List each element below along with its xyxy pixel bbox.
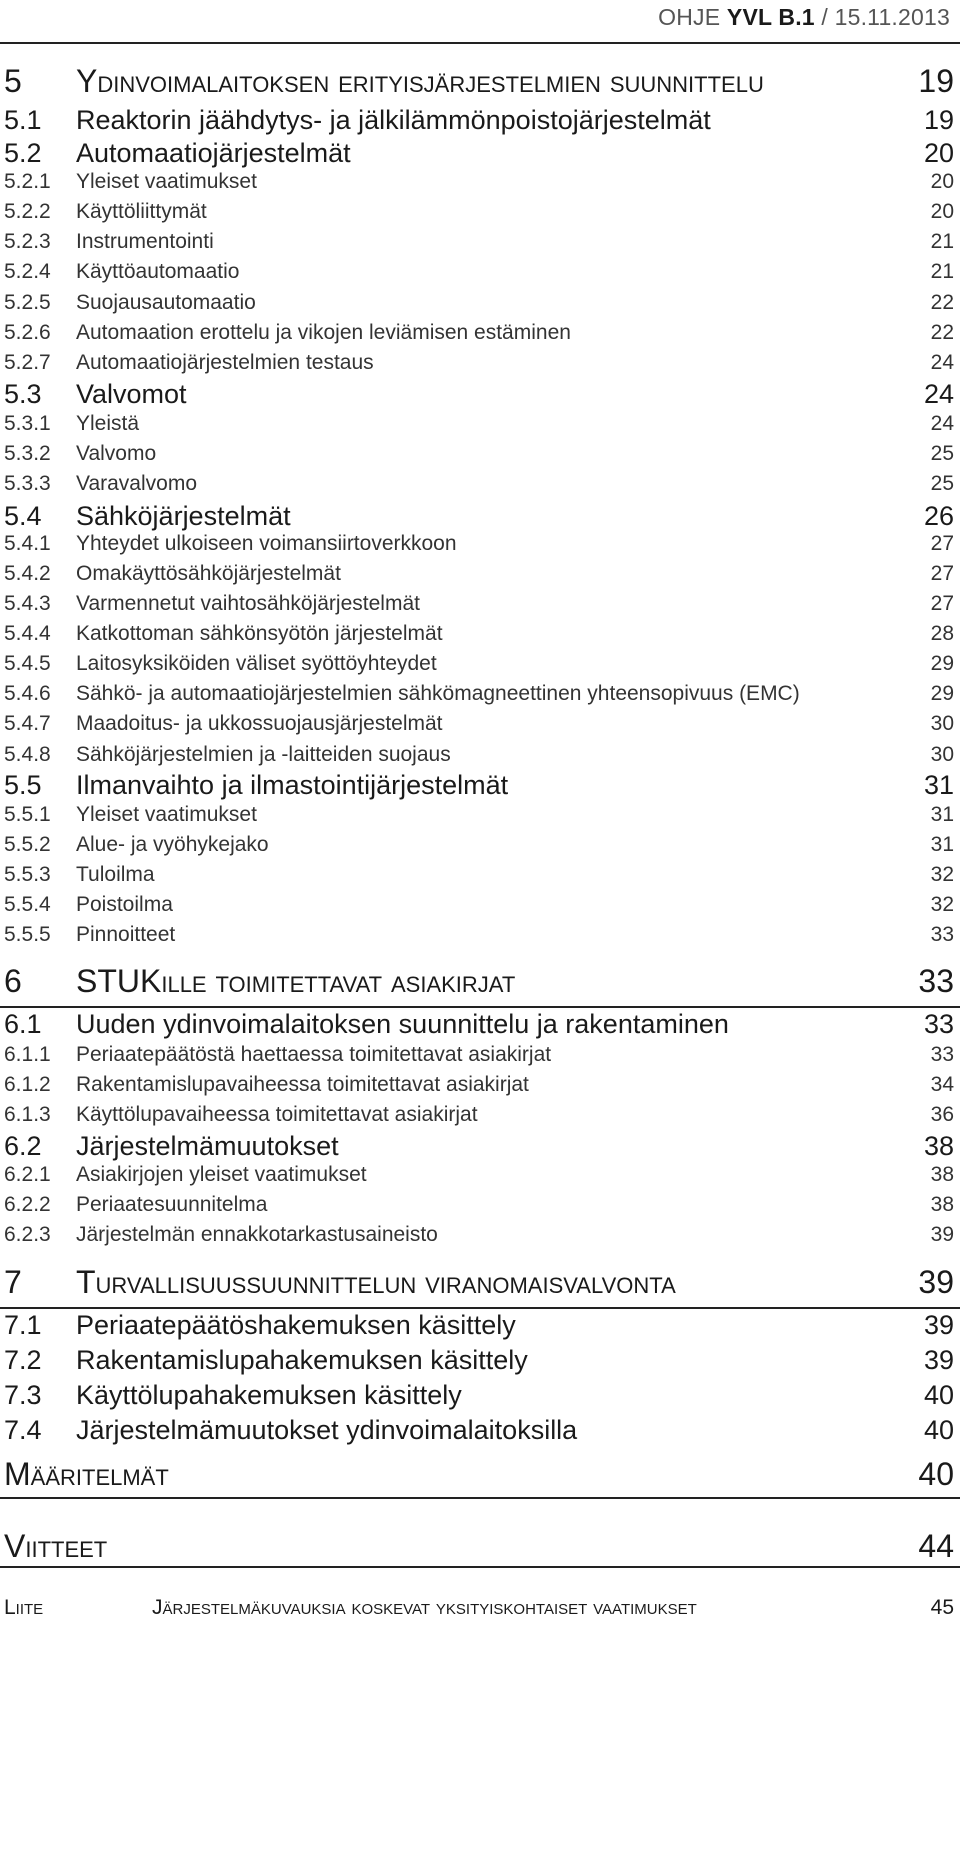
page-header [658, 4, 950, 31]
toc-entry-title: Instrumentointi [76, 230, 214, 253]
toc-entry-page: 29 [930, 652, 954, 675]
toc-entry-title: Turvallisuussuunnittelun viranomaisvalvonta [76, 1264, 676, 1300]
toc-entry-page: 36 [930, 1103, 954, 1126]
toc-entry-number: 6.2.2 [4, 1193, 51, 1216]
toc-entry-number: 5.3.1 [4, 412, 51, 435]
toc-entry-title: Ilmanvaihto ja ilmastointijärjestelmät [76, 770, 509, 800]
toc-entry-title: Varmennetut vaihtosähköjärjestelmät [76, 592, 420, 615]
section-divider [0, 1566, 960, 1568]
toc-entry-number: 6.1.1 [4, 1043, 51, 1066]
toc-entry-number: 5.3.3 [4, 472, 51, 495]
toc-entry-number: 7.2 [4, 1345, 42, 1375]
toc-entry-title: Käyttöliittymät [76, 200, 207, 223]
toc-entry-number: 5.5.5 [4, 923, 51, 946]
toc-entry-number: 5.2.4 [4, 260, 51, 283]
toc-entry-page: 24 [923, 379, 954, 409]
toc-entry-number: 6 [4, 963, 22, 999]
toc-entry-title: Järjestelmäkuvauksia koskevat yksityiskohtaiset vaatimukset [152, 1596, 697, 1619]
toc-entry-page: 29 [930, 682, 954, 705]
toc-entry-page: 40 [923, 1415, 954, 1445]
toc-entry-page: 25 [930, 442, 954, 465]
toc-entry-title: Yhteydet ulkoiseen voimansiirtoverkkoon [76, 532, 457, 555]
toc-entry-page: 33 [918, 963, 954, 999]
toc-entry-number: 5.2.2 [4, 200, 51, 223]
header-rule [0, 42, 960, 44]
toc-entry-title: Laitosyksiköiden väliset syöttöyhteydet [76, 652, 437, 675]
toc-entry-page: 38 [930, 1163, 954, 1186]
toc-entry-page: 28 [930, 622, 954, 645]
header-date: / 15.11.2013 [821, 4, 950, 30]
toc-entry-title: Alue- ja vyöhykejako [76, 833, 269, 856]
toc-entry-number: 7.4 [4, 1415, 42, 1445]
toc-entry-title: Viitteet [4, 1528, 108, 1564]
toc-entry-title: Yleiset vaatimukset [76, 170, 257, 193]
header-guide-id: YVL B.1 [726, 4, 815, 30]
toc-entry-number: 5.3 [4, 379, 42, 409]
toc-entry-page: 38 [930, 1193, 954, 1216]
toc-entry-page: 26 [923, 501, 954, 531]
toc-entry-title: Yleistä [76, 412, 140, 435]
toc-entry-page: 39 [923, 1345, 954, 1375]
toc-entry-title: Valvomo [76, 442, 157, 465]
toc-entry-number: 5.2.1 [4, 170, 51, 193]
toc-entry-title: Käyttölupavaiheessa toimitettavat asiakirjat [76, 1103, 478, 1126]
toc-entry-number: 6.1.3 [4, 1103, 51, 1126]
toc-entry-page: 21 [930, 230, 954, 253]
toc-entry-title: Automaatiojärjestelmät [76, 138, 351, 168]
toc-entry-page: 33 [923, 1009, 954, 1039]
toc-entry-number: Liite [4, 1596, 44, 1619]
toc-entry-page: 39 [918, 1264, 954, 1300]
toc-entry-page: 27 [930, 532, 954, 555]
toc-entry-title: Järjestelmämuutokset ydinvoimalaitoksilla [76, 1415, 578, 1445]
header-prefix: OHJE [658, 4, 721, 30]
toc-entry-number: 6.2.3 [4, 1223, 51, 1246]
toc-entry-title: Pinnoitteet [76, 923, 176, 946]
toc-entry-number: 6.1.2 [4, 1073, 51, 1096]
toc-entry-page: 30 [930, 712, 954, 735]
toc-entry-page: 39 [923, 1310, 954, 1340]
toc-entry-title: Periaatepäätöshakemuksen käsittely [76, 1310, 516, 1340]
toc-entry-page: 27 [930, 562, 954, 585]
toc-entry-title: Käyttölupahakemuksen käsittely [76, 1380, 462, 1410]
toc-entry-number: 5.2 [4, 138, 42, 168]
toc-entry-number: 5.1 [4, 105, 42, 135]
toc-entry-number: 5.5.4 [4, 893, 51, 916]
toc-entry-title: Maadoitus- ja ukkossuojausjärjestelmät [76, 712, 443, 735]
toc-entry-page: 22 [930, 291, 954, 314]
toc-entry-page: 20 [930, 200, 954, 223]
toc-entry-title: Tuloilma [76, 863, 155, 886]
toc-entry-title: Käyttöautomaatio [76, 260, 240, 283]
toc-entry-page: 45 [930, 1596, 954, 1619]
toc-entry-number: 5.4.8 [4, 743, 51, 766]
section-divider [0, 1006, 960, 1008]
toc-entry-page: 33 [930, 1043, 954, 1066]
toc-entry-title: STUKille toimitettavat asiakirjat [76, 963, 516, 999]
toc-entry-page: 27 [930, 592, 954, 615]
toc-entry-page: 40 [918, 1456, 954, 1492]
toc-entry-page: 24 [930, 351, 954, 374]
toc-entry-number: 5.4.6 [4, 682, 51, 705]
toc-entry-number: 7.1 [4, 1310, 42, 1340]
toc-entry-title: Järjestelmämuutokset [76, 1131, 339, 1161]
toc-entry-number: 5.2.6 [4, 321, 51, 344]
toc-entry-number: 5.5 [4, 770, 42, 800]
toc-entry-title: Automaatiojärjestelmien testaus [76, 351, 374, 374]
toc-entry-page: 32 [930, 893, 954, 916]
toc-entry-page: 20 [930, 170, 954, 193]
toc-entry-page: 39 [930, 1223, 954, 1246]
toc-entry-number: 7.3 [4, 1380, 42, 1410]
toc-entry-number: 5.2.3 [4, 230, 51, 253]
toc-entry-number: 5 [4, 63, 22, 99]
toc-entry-page: 24 [930, 412, 954, 435]
toc-entry-page: 34 [930, 1073, 954, 1096]
toc-entry-number: 5.2.5 [4, 291, 51, 314]
toc-entry-page: 31 [930, 803, 954, 826]
toc-entry-page: 19 [918, 63, 954, 99]
toc-entry-title: Poistoilma [76, 893, 173, 916]
toc-entry-title: Varavalvomo [76, 472, 197, 495]
toc-entry-title: Reaktorin jäähdytys- ja jälkilämmönpoistojärjestelmät [76, 105, 711, 135]
toc-entry-page: 30 [930, 743, 954, 766]
toc-entry-number: 5.5.2 [4, 833, 51, 856]
section-divider [0, 1307, 960, 1309]
toc-entry-title: Valvomot [76, 379, 187, 409]
toc-entry-number: 5.4.4 [4, 622, 51, 645]
toc-entry-number: 6.1 [4, 1009, 42, 1039]
toc-entry-number: 5.4.3 [4, 592, 51, 615]
toc-entry-number: 5.5.1 [4, 803, 51, 826]
toc-entry-page: 40 [923, 1380, 954, 1410]
toc-entry-title: Määritelmät [4, 1456, 169, 1492]
toc-entry-title: Katkottoman sähkönsyötön järjestelmät [76, 622, 443, 645]
toc-entry-title: Rakentamislupavaiheessa toimitettavat asiakirjat [76, 1073, 529, 1096]
toc-entry-title: Uuden ydinvoimalaitoksen suunnittelu ja rakentaminen [76, 1009, 729, 1039]
toc-entry-number: 5.4.5 [4, 652, 51, 675]
toc-entry-title: Asiakirjojen yleiset vaatimukset [76, 1163, 367, 1186]
toc-entry-page: 20 [923, 138, 954, 168]
toc-entry-title: Omakäyttösähköjärjestelmät [76, 562, 341, 585]
toc-entry-title: Sähköjärjestelmien ja -laitteiden suojaus [76, 743, 451, 766]
toc-entry-page: 21 [930, 260, 954, 283]
toc-entry-number: 5.3.2 [4, 442, 51, 465]
toc-entry-page: 19 [923, 105, 954, 135]
toc-entry-page: 31 [923, 770, 954, 800]
toc-entry-title: Suojausautomaatio [76, 291, 256, 314]
toc-entry-title: Järjestelmän ennakkotarkastusaineisto [76, 1223, 438, 1246]
toc-entry-number: 5.4.2 [4, 562, 51, 585]
toc-entry-number: 5.4.1 [4, 532, 51, 555]
toc-entry-title: Periaatepäätöstä haettaessa toimitettavat asiakirjat [76, 1043, 552, 1066]
toc-entry-title: Sähkö- ja automaatiojärjestelmien sähkömagneettinen yhteensopivuus (EMC) [76, 682, 800, 705]
toc-entry-page: 32 [930, 863, 954, 886]
toc-entry-number: 5.5.3 [4, 863, 51, 886]
toc-entry-title: Rakentamislupahakemuksen käsittely [76, 1345, 528, 1375]
toc-entry-page: 38 [923, 1131, 954, 1161]
toc-entry-page: 22 [930, 321, 954, 344]
toc-entry-page: 25 [930, 472, 954, 495]
toc-entry-title: Automaation erottelu ja vikojen leviämisen estäminen [76, 321, 571, 344]
toc-entry-number: 5.4.7 [4, 712, 51, 735]
toc-entry-number: 6.2 [4, 1131, 42, 1161]
toc-entry-page: 44 [918, 1528, 954, 1564]
toc-entry-page: 31 [930, 833, 954, 856]
section-divider [0, 1497, 960, 1499]
toc-entry-number: 5.2.7 [4, 351, 51, 374]
toc-entry-title: Ydinvoimalaitoksen erityisjärjestelmien suunnittelu [76, 63, 764, 99]
toc-entry-title: Yleiset vaatimukset [76, 803, 257, 826]
toc-entry-title: Sähköjärjestelmät [76, 501, 291, 531]
toc-entry-number: 7 [4, 1264, 22, 1300]
toc-entry-number: 6.2.1 [4, 1163, 51, 1186]
toc-entry-number: 5.4 [4, 501, 42, 531]
toc-entry-title: Periaatesuunnitelma [76, 1193, 268, 1216]
toc-entry-page: 33 [930, 923, 954, 946]
